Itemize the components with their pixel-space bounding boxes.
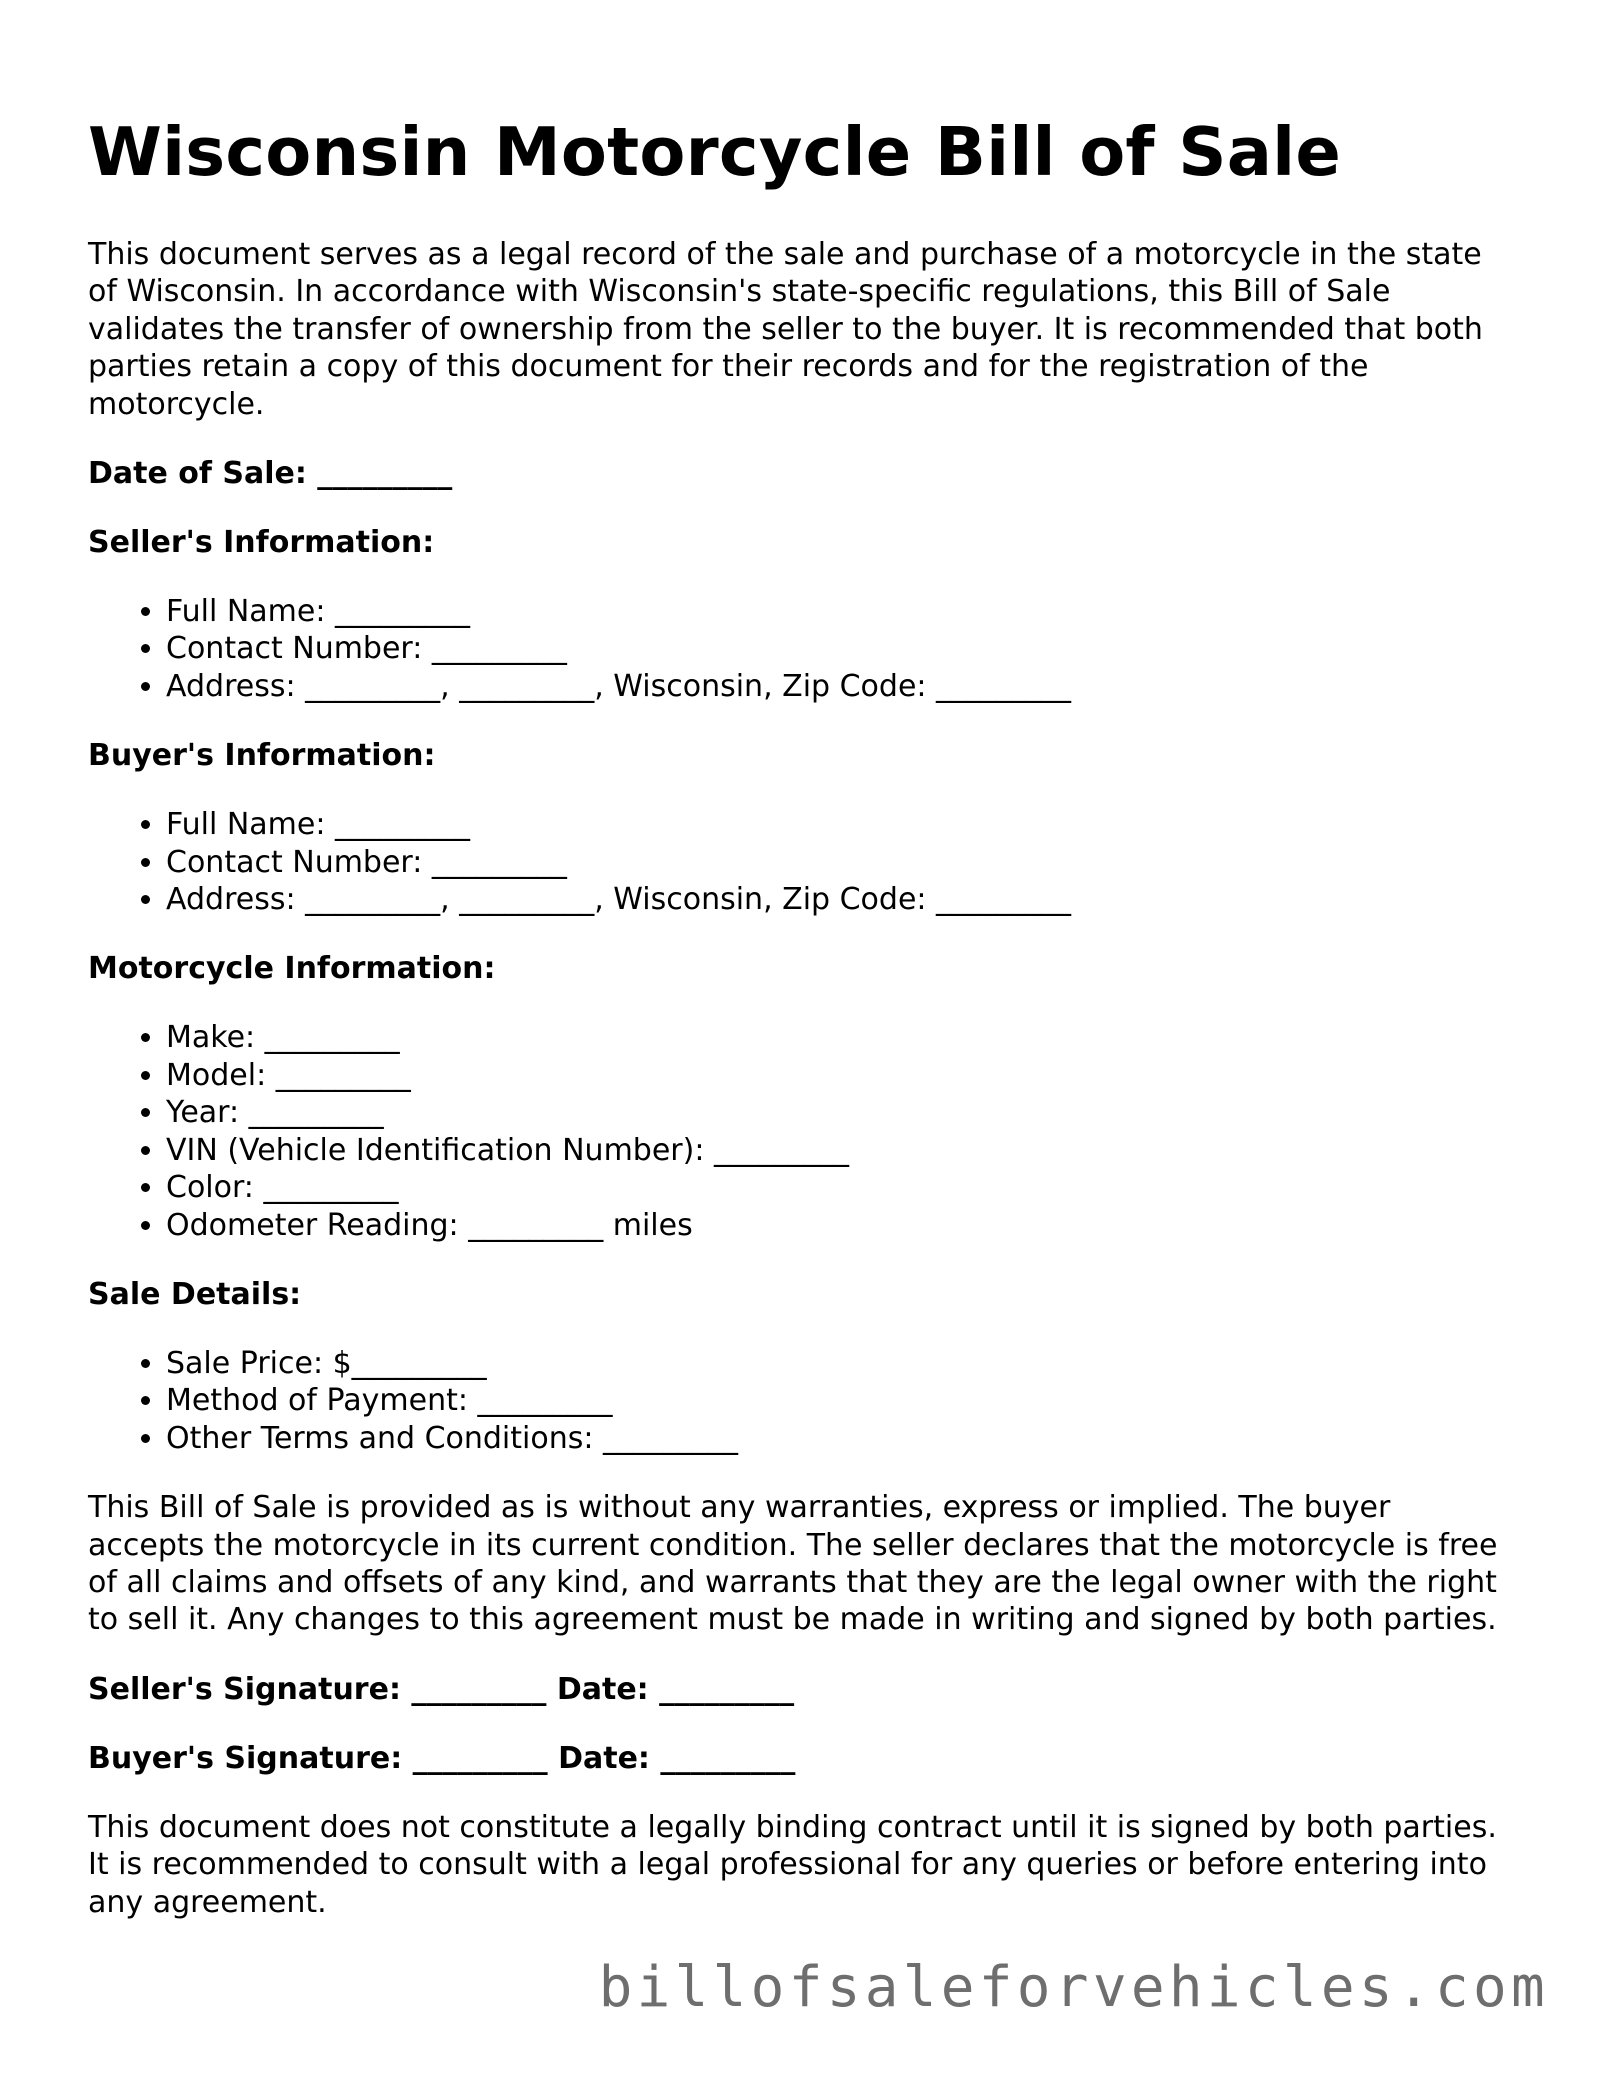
motorcycle-odometer-field[interactable]: • Odometer Reading: _________ miles xyxy=(166,1207,1508,1244)
motorcycle-info-list xyxy=(88,1019,1508,1243)
buyer-info-heading: Buyer's Information: xyxy=(88,738,436,774)
buyer-address-field[interactable]: • Address: _________, _________, Wisconsin, Zip Code: _________ xyxy=(166,881,1508,918)
warranty-paragraph: This Bill of Sale is provided as is without any warranties, express or implied. The buyer accepts the motorcycle in its current condition. The seller declares that the motorcycle is free of all claims and offsets of any kind, and warrants that they are the legal owner with the right to sell it. Any changes to this agreement must be made in writing and signed by both parties. xyxy=(88,1490,1498,1638)
payment-method-field[interactable]: • Method of Payment: _________ xyxy=(166,1382,1508,1419)
seller-info-heading: Seller's Information: xyxy=(88,525,435,561)
motorcycle-info-heading: Motorcycle Information: xyxy=(88,951,496,987)
seller-info-list xyxy=(88,593,1508,705)
seller-contact-number-field[interactable]: • Contact Number: _________ xyxy=(166,630,1508,667)
disclaimer-paragraph: This document does not constitute a legally binding contract until it is signed by both parties. It is recommended to consult with a legal professional for any queries or before entering into any agreement. xyxy=(88,1809,1497,1920)
other-terms-field[interactable]: • Other Terms and Conditions: _________ xyxy=(166,1420,1508,1457)
document-title: Wisconsin Motorcycle Bill of Sale xyxy=(88,113,1341,191)
motorcycle-model-field[interactable]: • Model: _________ xyxy=(166,1057,1508,1094)
motorcycle-make-field[interactable]: • Make: _________ xyxy=(166,1019,1508,1056)
buyer-signature-line[interactable]: Buyer's Signature: _________ Date: _________ xyxy=(88,1740,796,1776)
buyer-contact-number-field[interactable]: • Contact Number: _________ xyxy=(166,844,1508,881)
seller-signature-line[interactable]: Seller's Signature: _________ Date: _________ xyxy=(88,1671,795,1707)
buyer-full-name-field[interactable]: • Full Name: _________ xyxy=(166,806,1508,843)
seller-full-name-field[interactable]: • Full Name: _________ xyxy=(166,593,1508,630)
sale-details-list xyxy=(88,1345,1508,1457)
motorcycle-year-field[interactable]: • Year: _________ xyxy=(166,1094,1508,1131)
sale-price-field[interactable]: • Sale Price: $_________ xyxy=(166,1345,1508,1382)
date-of-sale-field[interactable]: Date of Sale: _________ xyxy=(88,456,453,492)
site-watermark: billofsaleforvehicles.com xyxy=(598,1955,1549,2020)
buyer-info-list xyxy=(88,806,1508,918)
sale-details-heading: Sale Details: xyxy=(88,1276,302,1312)
intro-paragraph: This document serves as a legal record of the sale and purchase of a motorcycle in the state of Wisconsin. In accordance with Wisconsin's state-specific regulations, this Bill of Sale validates the transfer of ownership from the seller to the buyer. It is recommended that both parties retain a copy of this document for their records and for the registration of the motorcycle. xyxy=(88,237,1483,422)
motorcycle-vin-field[interactable]: • VIN (Vehicle Identification Number): _________ xyxy=(166,1132,1508,1169)
motorcycle-color-field[interactable]: • Color: _________ xyxy=(166,1169,1508,1206)
seller-address-field[interactable]: • Address: _________, _________, Wisconsin, Zip Code: _________ xyxy=(166,668,1508,705)
document-page xyxy=(88,108,1508,1921)
